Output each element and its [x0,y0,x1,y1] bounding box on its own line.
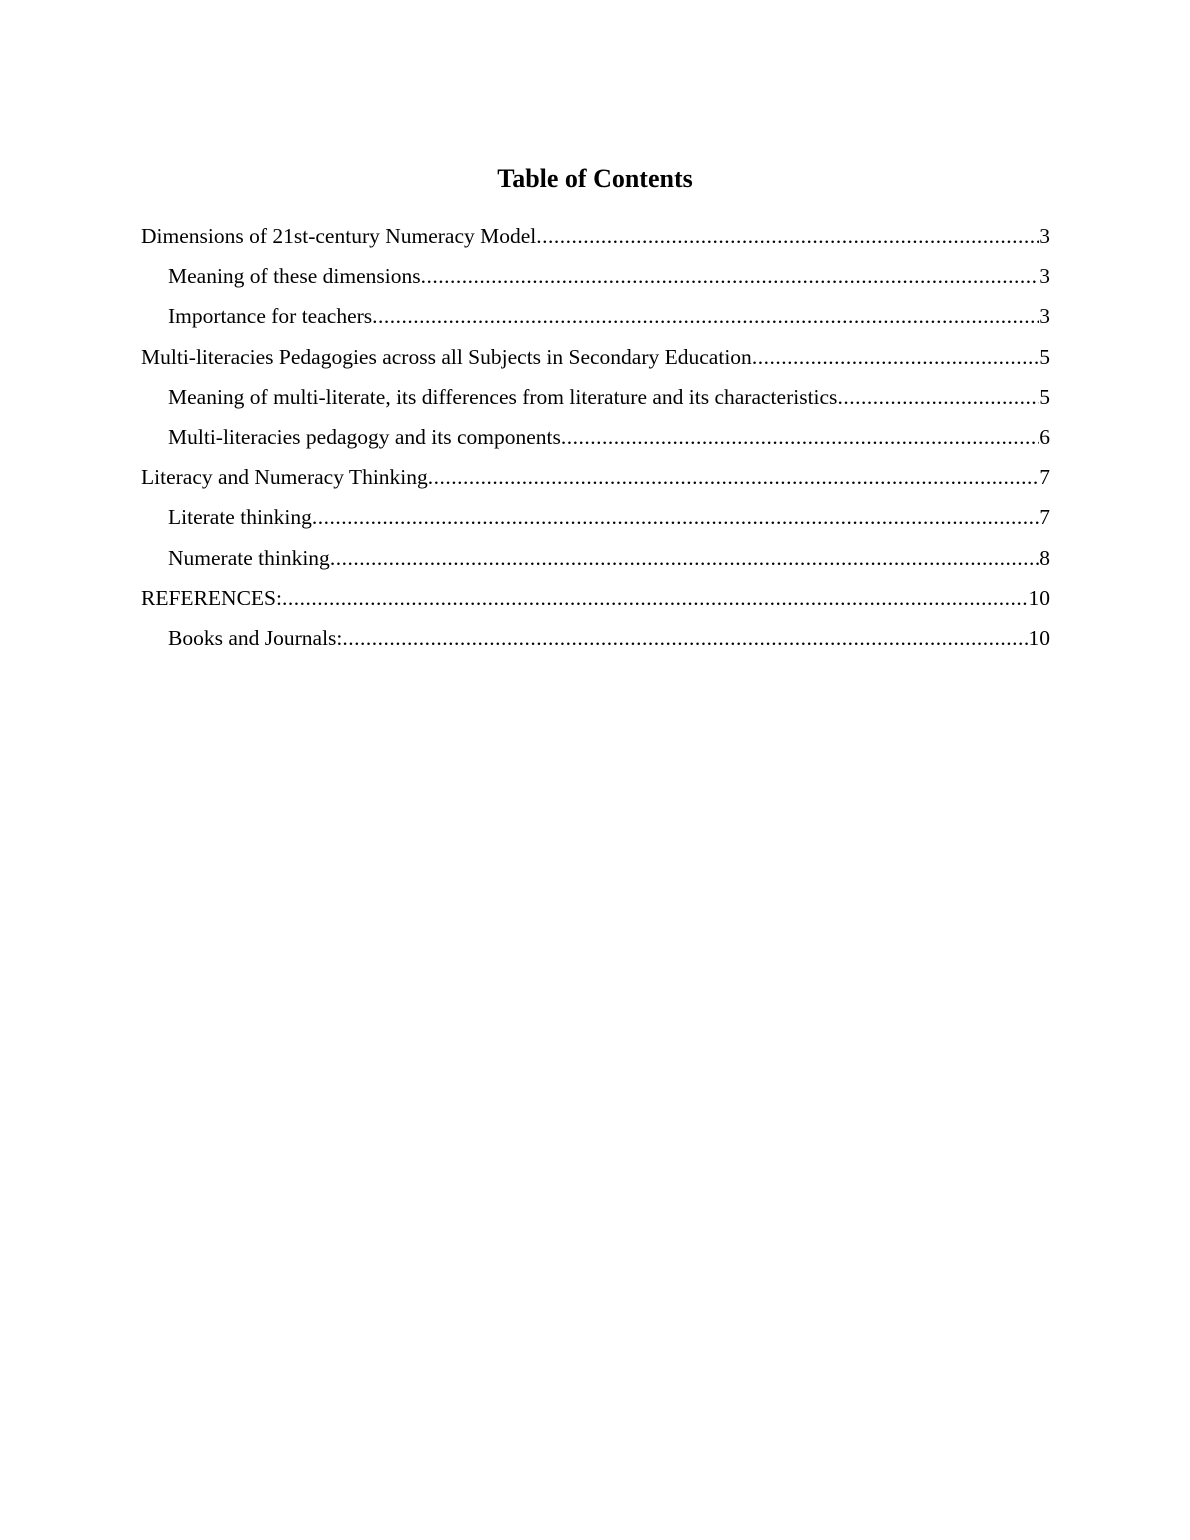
toc-dot-leader [421,261,1040,291]
toc-entry[interactable] [141,462,1050,502]
toc-entry-text: Literate thinking [168,505,312,530]
toc-dot-leader [428,462,1039,492]
toc-list [141,221,1050,663]
toc-dot-leader [342,623,1028,653]
toc-entry[interactable] [141,623,1050,663]
toc-page-number: 5 [1039,384,1050,409]
toc-entry[interactable] [141,221,1050,261]
toc-entry-text: Multi-literacies Pedagogies across all Subjects in Secondary Education [141,344,752,369]
toc-page-number: 7 [1039,465,1050,490]
toc-dot-leader [312,502,1039,532]
toc-entry-text: Multi-literacies pedagogy and its components [168,424,561,449]
toc-page-number: 5 [1039,344,1050,369]
toc-page-number: 3 [1039,264,1050,289]
toc-entry[interactable] [141,261,1050,301]
toc-entry-text: Meaning of multi-literate, its differences from literature and its characteristics [168,384,838,409]
toc-entry[interactable] [141,301,1050,341]
toc-entry-text: Importance for teachers [168,304,373,329]
toc-dot-leader [282,583,1029,613]
toc-page-number: 10 [1028,585,1050,610]
toc-entry-text: Dimensions of 21st-century Numeracy Model [141,224,537,248]
toc-entry-text: REFERENCES: [141,585,282,610]
toc-entry[interactable] [141,543,1050,583]
toc-entry[interactable] [141,382,1050,422]
toc-page-number: 3 [1039,304,1050,329]
toc-dot-leader [536,221,1039,251]
toc-dot-leader [752,342,1039,372]
toc-dot-leader [561,422,1039,452]
toc-entry[interactable] [141,422,1050,462]
toc-dot-leader [330,543,1039,573]
toc-page-number: 6 [1039,424,1050,449]
toc-dot-leader [837,382,1039,412]
toc-page-number: 8 [1039,545,1050,570]
toc-dot-leader [372,301,1039,331]
toc-entry-text: Numerate thinking [168,545,330,570]
toc-title: Table of Contents [497,164,693,193]
toc-entry-text: Literacy and Numeracy Thinking [141,465,428,490]
toc-page-number: 10 [1028,625,1050,650]
toc-page-number: 7 [1039,505,1050,530]
toc-entry[interactable] [141,342,1050,382]
toc-entry-text: Books and Journals: [168,625,343,650]
toc-entry[interactable] [141,502,1050,542]
toc-entry-text: Meaning of these dimensions [168,264,421,289]
toc-entry[interactable] [141,583,1050,623]
toc-page-number: 3 [1039,224,1050,248]
